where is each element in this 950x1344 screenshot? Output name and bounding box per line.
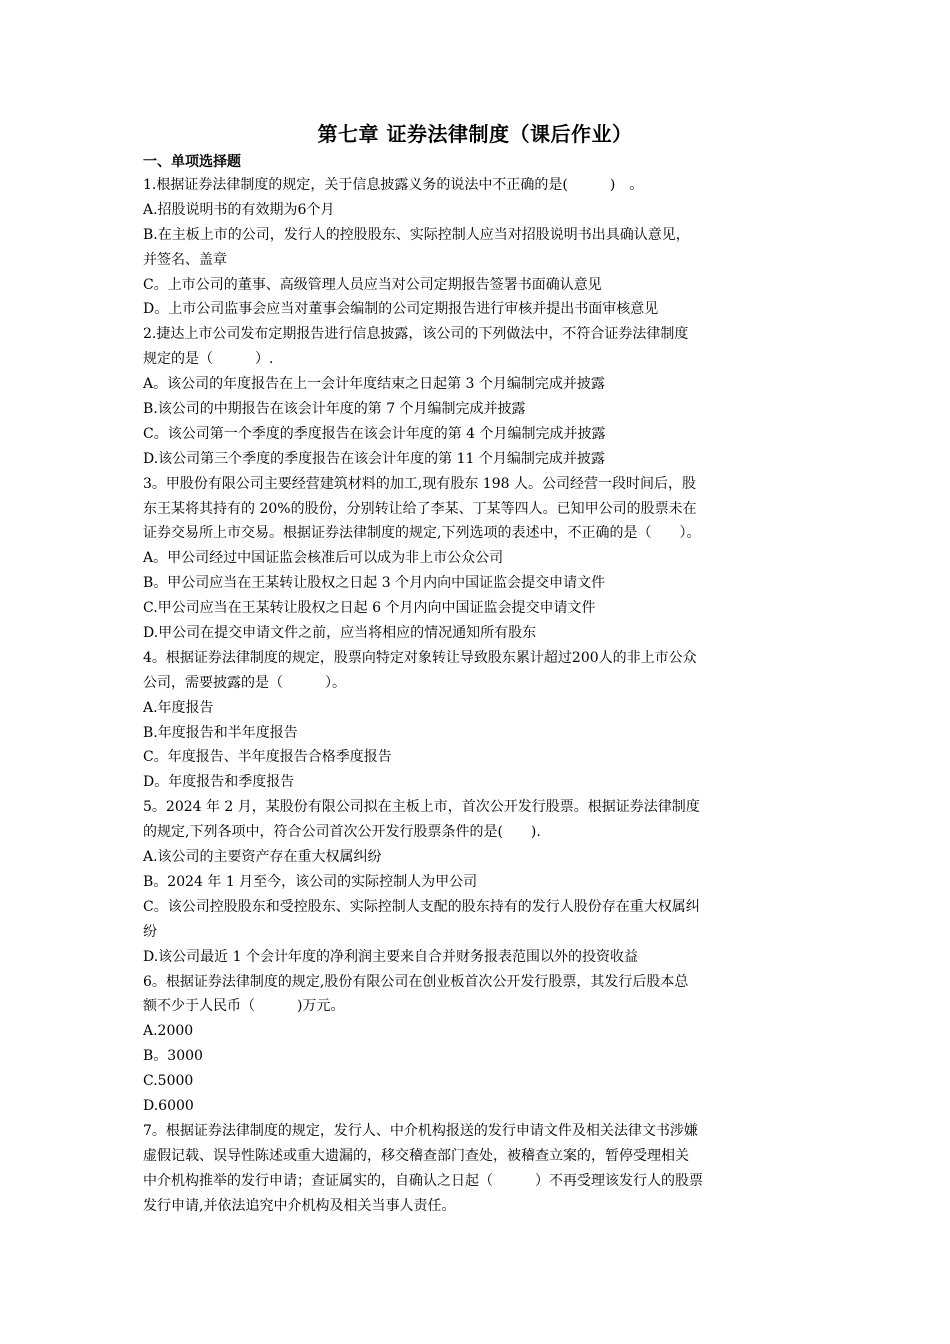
text-line: C。该公司控股股东和受控股东、实际控制人支配的股东持有的发行人股份存在重大权属纠 — [143, 898, 700, 915]
text-line: C.5000 — [143, 1073, 194, 1090]
text-line: 证券交易所上市交易。根据证券法律制度的规定,下列选项的表述中，不正确的是（ ）。 — [143, 525, 701, 542]
text-line: 规定的是（ ）. — [143, 351, 274, 368]
text-line: D.甲公司在提交申请文件之前，应当将相应的情况通知所有股东 — [143, 625, 537, 642]
text-line: C。该公司第一个季度的季度报告在该会计年度的第 4 个月编制完成并披露 — [143, 425, 606, 442]
text-line: 的规定,下列各项中，符合公司首次公开发行股票条件的是( ). — [143, 824, 541, 841]
text-line: B.在主板上市的公司，发行人的控股股东、实际控制人应当对招股说明书出具确认意见， — [143, 226, 690, 243]
text-line: 发行申请,并依法追究中介机构及相关当事人责任。 — [143, 1197, 456, 1214]
text-line: 额不少于人民币（ )万元。 — [143, 998, 345, 1015]
text-line: 并签名、盖章 — [143, 251, 227, 268]
section-heading: 一、单项选择题 — [143, 154, 241, 170]
text-line: A.该公司的主要资产存在重大权属纠纷 — [143, 849, 382, 866]
text-line: 纷 — [143, 923, 157, 940]
text-line: 4。根据证券法律制度的规定，股票向特定对象转让导致股东累计超过200人的非上市公众 — [143, 649, 697, 666]
text-line: B。甲公司应当在王某转让股权之日起 3 个月内向中国证监会提交申请文件 — [143, 575, 606, 592]
text-line: 6。根据证券法律制度的规定,股份有限公司在创业板首次公开发行股票，其发行后股本总 — [143, 973, 689, 990]
text-line: B.该公司的中期报告在该会计年度的第 7 个月编制完成并披露 — [143, 401, 526, 418]
text-line: 3。甲股份有限公司主要经营建筑材料的加工,现有股东 198 人。公司经营一段时间后，股 — [143, 475, 696, 492]
text-line: D。上市公司监事会应当对董事会编制的公司定期报告进行审核并提出书面审核意见 — [143, 301, 659, 318]
text-line: A.年度报告 — [143, 699, 214, 716]
text-line: 5。2024 年 2 月，某股份有限公司拟在主板上市，首次公开发行股票。根据证券法律制度 — [143, 799, 700, 816]
text-line: B。3000 — [143, 1048, 203, 1065]
text-line: C.甲公司应当在王某转让股权之日起 6 个月内向中国证监会提交申请文件 — [143, 600, 596, 617]
text-line: 2.捷达上市公司发布定期报告进行信息披露，该公司的下列做法中，不符合证券法律制度 — [143, 326, 689, 343]
text-line: 东王某将其持有的 20%的股份，分别转让给了李某、丁某等四人。已知甲公司的股票未在 — [143, 500, 697, 517]
text-line: 1.根据证券法律制度的规定，关于信息披露义务的说法中不正确的是( ) 。 — [143, 177, 644, 193]
text-line: C。上市公司的董事、高级管理人员应当对公司定期报告签署书面确认意见 — [143, 276, 602, 293]
text-line: B。2024 年 1 月至今，该公司的实际控制人为甲公司 — [143, 873, 478, 890]
text-line: B.年度报告和半年度报告 — [143, 724, 298, 741]
text-line: C。年度报告、半年度报告合格季度报告 — [143, 749, 392, 766]
text-line: A.招股说明书的有效期为6个月 — [143, 201, 335, 218]
text-line: 7。根据证券法律制度的规定，发行人、中介机构报送的发行申请文件及相关法律文书涉嫌 — [143, 1122, 698, 1139]
text-line: A。甲公司经过中国证监会核准后可以成为非上市公众公司 — [143, 550, 504, 567]
text-line: D.该公司最近 1 个会计年度的净利润主要来自合并财务报表范围以外的投资收益 — [143, 948, 638, 965]
page-title: 第七章 证券法律制度（课后作业） — [317, 122, 633, 146]
text-line: 中介机构推举的发行申请；查证属实的，自确认之日起（ ）不再受理该发行人的股票 — [143, 1172, 703, 1189]
text-line: A。该公司的年度报告在上一会计年度结束之日起第 3 个月编制完成并披露 — [143, 376, 605, 393]
text-line: D.该公司第三个季度的季度报告在该会计年度的第 11 个月编制完成并披露 — [143, 450, 605, 467]
question-text — [143, 173, 815, 1218]
text-line: D.6000 — [143, 1097, 194, 1114]
text-line: A.2000 — [143, 1023, 194, 1040]
text-line: 公司，需要披露的是（ ）。 — [143, 674, 346, 691]
text-line: D。年度报告和季度报告 — [143, 774, 295, 791]
text-line: 虚假记载、误导性陈述或重大遗漏的，移交稽查部门查处，被稽查立案的，暂停受理相关 — [143, 1147, 689, 1164]
